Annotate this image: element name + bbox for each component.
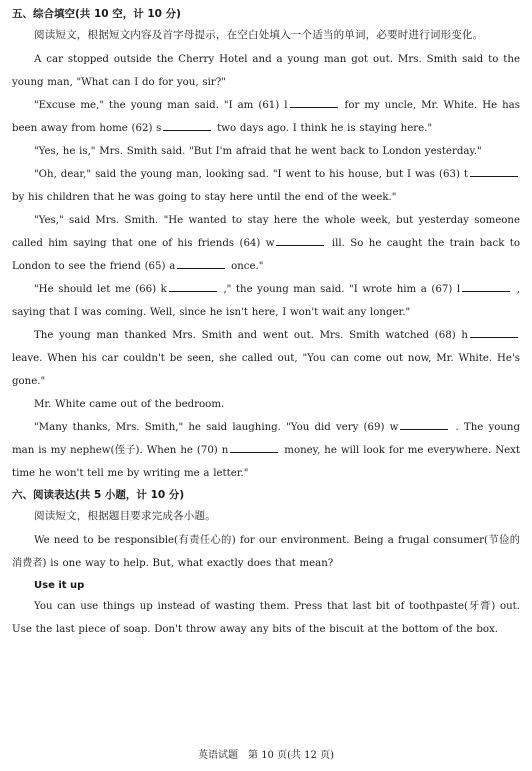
paragraph-text: once." <box>231 261 264 272</box>
paragraph-text: "Many thanks, Mrs. Smith," he said laughing. "You did very (69) w <box>34 422 399 433</box>
page-footer: 英语试题 第 10 页(共 12 页) <box>198 750 334 761</box>
blank-64[interactable] <box>276 235 324 246</box>
paragraph-text: two days ago. I think he is staying here." <box>217 123 433 134</box>
paragraph-text: for my uncle, Mr. White. He has been away from home (62) s <box>12 100 520 134</box>
blank-66[interactable] <box>169 281 217 292</box>
paragraph-text: "He should let me (66) k <box>34 284 167 295</box>
passage-paragraph-4 <box>12 163 520 209</box>
paragraph-text: money, he will look for me everywhere. Next time he won't tell me by writing me a letter." <box>12 445 520 479</box>
paragraph-text: , saying that I was coming. Well, since he isn't here, I won't wait any longer." <box>12 284 520 318</box>
paragraph-text: "Oh, dear," said the young man, looking sad. "I went to his house, but I was (63) t <box>34 169 468 180</box>
passage-paragraph-9 <box>12 416 520 485</box>
passage-paragraph-7 <box>12 324 520 393</box>
section5-heading: 五、综合填空(共 10 空，计 10 分) <box>12 8 181 20</box>
blank-67[interactable] <box>462 281 510 292</box>
paragraph-text: . The young man is my nephew(侄子). When he (70) n <box>12 422 520 456</box>
blank-69[interactable] <box>400 419 448 430</box>
section5-instruction: 阅读短文，根据短文内容及首字母提示，在空白处填入一个适当的单词，必要时进行词形变化。 <box>34 29 484 41</box>
section6-heading: 六、阅读表达(共 5 小题，计 10 分) <box>12 489 185 501</box>
section6-instruction: 阅读短文，根据题目要求完成各小题。 <box>34 510 216 522</box>
paragraph-text: ," the young man said. "I wrote him a (67) l <box>223 284 461 295</box>
passage-paragraph-8: Mr. White came out of the bedroom. <box>34 399 225 410</box>
reading-subheading: Use it up <box>34 580 85 591</box>
passage-paragraph-6 <box>12 278 520 324</box>
paragraph-text: "Excuse me," the young man said. "I am (61) l <box>34 100 288 111</box>
passage-paragraph-2 <box>12 94 520 140</box>
blank-68[interactable] <box>470 327 518 338</box>
passage-paragraph-5 <box>12 209 520 278</box>
paragraph-text: ill. So he caught the train back to London to see the friend (65) a <box>12 238 520 272</box>
passage-paragraph-3: "Yes, he is," Mrs. Smith said. "But I'm afraid that he went back to London yesterday." <box>34 146 482 157</box>
passage-paragraph-1: A car stopped outside the Cherry Hotel and a young man got out. Mrs. Smith said to the young man, "What can I do for you, sir?" <box>12 54 520 88</box>
blank-70[interactable] <box>230 442 278 453</box>
blank-61[interactable] <box>290 97 338 108</box>
blank-63[interactable] <box>470 166 518 177</box>
reading-paragraph-1: We need to be responsible(有责任心的) for our environment. Being a frugal consumer(节俭的消费者) is one way to help. But, what exactly does that mean? <box>12 535 520 569</box>
blank-62[interactable] <box>163 120 211 131</box>
paragraph-text: by his children that he was going to stay here until the end of the week." <box>12 192 397 203</box>
blank-65[interactable] <box>177 258 225 269</box>
paragraph-text: leave. When his car couldn't be seen, she called out, "You can come out now, Mr. White. He's gone." <box>12 353 520 387</box>
reading-paragraph-2: You can use things up instead of wasting them. Press that last bit of toothpaste(牙膏) out. Use the last piece of soap. Don't throw away any bits of the biscuit at the bottom of the box. <box>12 601 520 635</box>
paragraph-text: "Yes," said Mrs. Smith. "He wanted to stay here the whole week, but yesterday someone called him saying that one of his friends (64) w <box>12 215 520 249</box>
paragraph-text: The young man thanked Mrs. Smith and went out. Mrs. Smith watched (68) h <box>34 330 468 341</box>
